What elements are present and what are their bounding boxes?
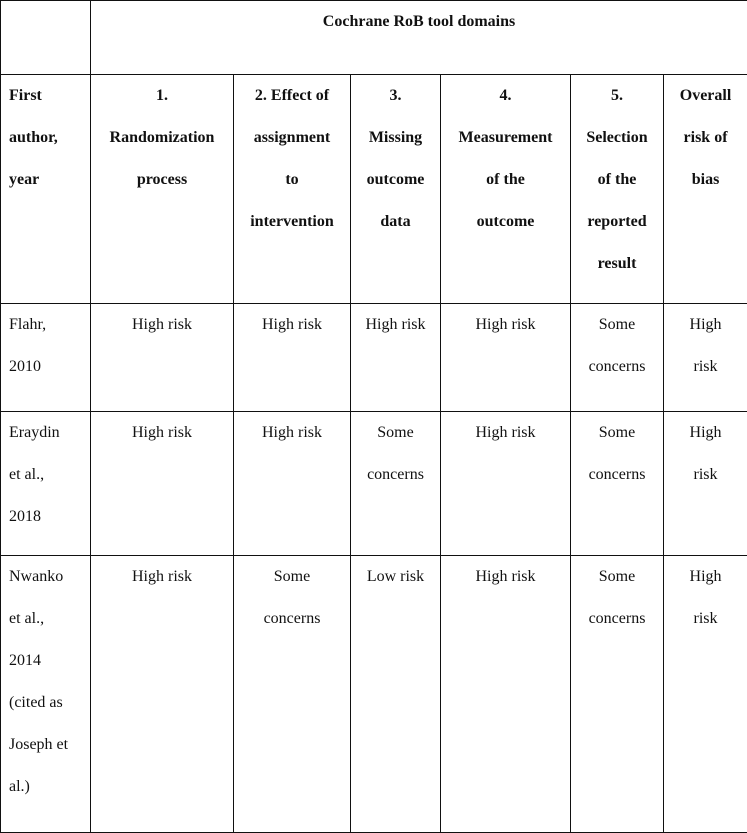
cell-text-line: risk [670,346,741,388]
cell-text-line: data [357,201,434,243]
risk-cell [441,304,571,412]
study-cell [1,556,91,833]
cell-text-line: (cited as [9,682,84,724]
column-header-cell [234,75,351,304]
risk-cell [571,556,664,833]
cell-text-line: et al., [9,598,84,640]
cell-text-line: Low risk [357,556,434,598]
cell-text-line: Some [240,556,344,598]
cell-text-line: result [577,243,657,285]
cell-text-line: concerns [577,454,657,496]
cell-text-line: High risk [357,304,434,346]
cell-text-line: al.) [9,766,84,808]
cell-text-line: 4. [447,75,564,117]
column-header-cell [571,75,664,304]
cell-text-line: of the [577,159,657,201]
risk-cell [571,304,664,412]
risk-cell [571,412,664,556]
group-header-cell [91,1,747,75]
table-row [1,304,747,412]
cell-text-line: assignment [240,117,344,159]
table-row [1,412,747,556]
cell-text-line: Some [577,304,657,346]
cell-text-line: reported [577,201,657,243]
cell-text-line: outcome [447,201,564,243]
cell-text-line: concerns [240,598,344,640]
cell-text-line: Selection [577,117,657,159]
cell-text-line: Flahr, [9,304,84,346]
cell-text-line: High [670,304,741,346]
column-header-cell [351,75,441,304]
risk-cell [91,304,234,412]
column-header-row [1,75,747,304]
cell-text-line: Missing [357,117,434,159]
table-row [1,556,747,833]
column-header-cell [664,75,747,304]
cell-text-line: High [670,412,741,454]
risk-cell [234,304,351,412]
risk-cell [91,556,234,833]
cell-text-line: process [97,159,227,201]
risk-cell [351,412,441,556]
cell-text-line: Joseph et [9,724,84,766]
cell-text-line: 1. [97,75,227,117]
cell-text-line: et al., [9,454,84,496]
risk-cell [234,412,351,556]
cell-text-line: concerns [577,598,657,640]
cell-text-line: High risk [447,556,564,598]
cell-text-line: Randomization [97,117,227,159]
cell-text-line: Some [357,412,434,454]
cell-text-line: intervention [240,201,344,243]
risk-cell [441,556,571,833]
cell-text-line: Nwanko [9,556,84,598]
group-header-label: Cochrane RoB tool domains [97,1,741,43]
cell-text-line: High risk [97,412,227,454]
cell-text-line: High risk [97,556,227,598]
group-header-row [1,1,747,75]
cell-text-line: High risk [447,412,564,454]
cell-text-line: risk of [670,117,741,159]
cell-text-line: Measurement [447,117,564,159]
cell-text-line: High risk [240,412,344,454]
cell-text-line: author, [9,117,84,159]
cell-text-line: Some [577,556,657,598]
cell-text-line: 3. [357,75,434,117]
risk-cell [664,412,747,556]
column-header-cell [91,75,234,304]
cell-text-line: High risk [240,304,344,346]
risk-cell [234,556,351,833]
cell-text-line: First [9,75,84,117]
risk-cell [91,412,234,556]
cell-text-line: concerns [357,454,434,496]
cell-text-line: 2010 [9,346,84,388]
cell-text-line: concerns [577,346,657,388]
cell-text-line: 2014 [9,640,84,682]
empty-corner-cell [1,1,91,75]
cell-text-line: year [9,159,84,201]
cell-text-line: risk [670,454,741,496]
cell-text-line: to [240,159,344,201]
column-header-cell [1,75,91,304]
study-cell [1,412,91,556]
risk-cell [351,304,441,412]
risk-cell [441,412,571,556]
cell-text-line: 5. [577,75,657,117]
risk-cell [351,556,441,833]
cell-text-line: of the [447,159,564,201]
cell-text-line: risk [670,598,741,640]
cell-text-line: outcome [357,159,434,201]
cell-text-line: Overall [670,75,741,117]
cell-text-line: 2018 [9,496,84,538]
cell-text-line: bias [670,159,741,201]
cell-text-line: Eraydin [9,412,84,454]
cell-text-line: High risk [97,304,227,346]
cell-text-line: 2. Effect of [240,75,344,117]
risk-cell [664,304,747,412]
cell-text-line: Some [577,412,657,454]
cell-text-line: High risk [447,304,564,346]
column-header-cell [441,75,571,304]
cell-text-line: High [670,556,741,598]
risk-cell [664,556,747,833]
study-cell [1,304,91,412]
